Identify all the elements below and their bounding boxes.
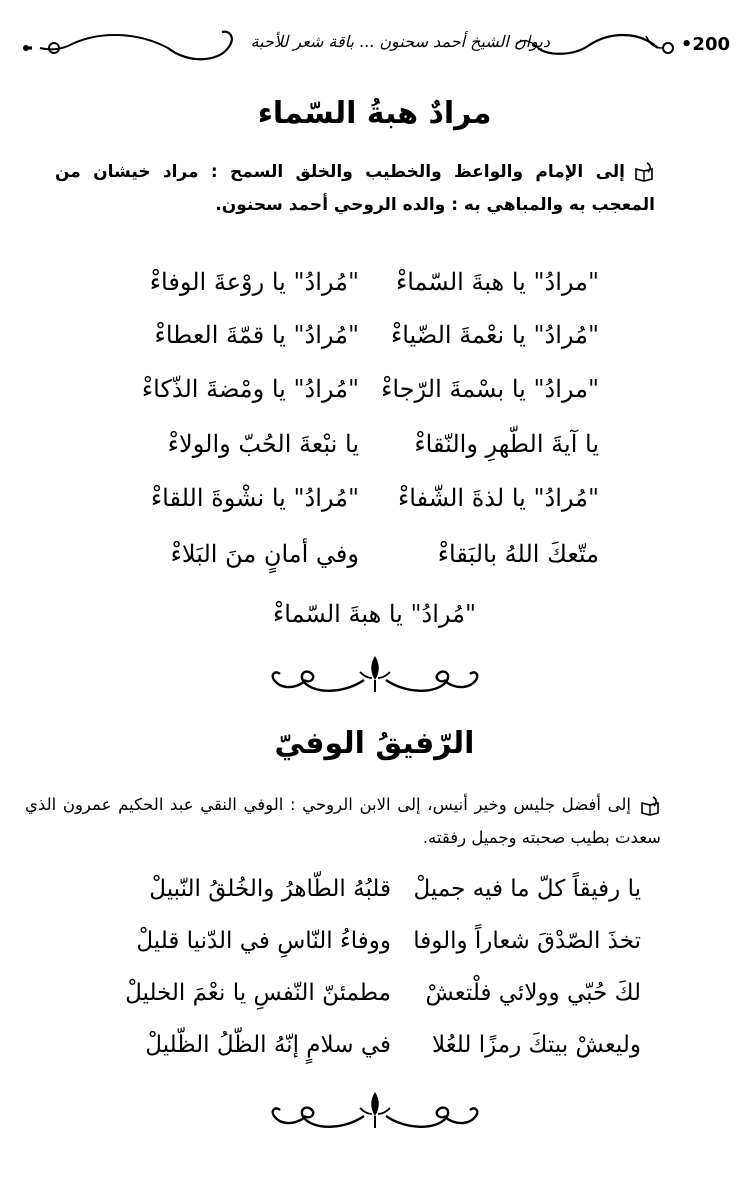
hemistich-second: مطمئنّ النّفسِ يا نعْمَ الخليلْ: [125, 980, 391, 1006]
verse: [0, 540, 749, 580]
verse: [0, 484, 749, 524]
page-header: [18, 20, 730, 72]
book-quill-icon: [633, 161, 655, 183]
book-quill-icon: [639, 795, 661, 817]
hemistich-second: يا نبْعةَ الحُبّ والولاءْ: [167, 430, 359, 458]
poem1-closing-verse: "مُرادُ" يا هبةَ السّماءْ: [272, 600, 477, 628]
verse: [0, 321, 749, 361]
verse: [0, 268, 749, 308]
hemistich-first: "مرادُ" يا بسْمةَ الرّجاءْ: [381, 375, 599, 403]
verse: [0, 430, 749, 470]
hemistich-first: تخذَ الصّدْقَ شعاراً والوفا: [413, 928, 641, 954]
poem1-dedication: [55, 156, 655, 222]
poem2-dedication-text: إلى أفضل جليس وخير أنيس، إلى الابن الروحي : الوفي النقي عبد الحكيم عمرون الذي سعدت بطيب صحبته وجميل رفقته.: [25, 795, 661, 847]
poem1-title: مرادٌ هبةُ السّماء: [257, 96, 492, 131]
hemistich-first: "مُرادُ" يا نعْمةَ الضّياءْ: [390, 321, 599, 349]
hemistich-first: "مرادُ" يا هبةَ السّماءْ: [395, 268, 599, 296]
hemistich-second: "مُرادُ" يا روْعةَ الوفاءْ: [149, 268, 359, 296]
hemistich-first: متّعكَ اللهُ بالبَقاءْ: [437, 540, 599, 568]
verse: [0, 1032, 749, 1072]
hemistich-second: قلبُهُ الطّاهرُ والخُلقُ النّبيلْ: [149, 876, 391, 902]
scroll-ornament-icon: [264, 650, 486, 698]
scroll-ornament-icon: [264, 1086, 486, 1134]
poem1-dedication-text: إلى الإمام والواعظ والخطيب والخلق السمح : مراد خيشان من المعجب به والمباهي به : والده الروحي أحمد سحنون.: [55, 162, 655, 215]
hemistich-second: ووفاءُ النّاسِ في الدّنيا قليلْ: [136, 928, 391, 954]
verse: [0, 928, 749, 968]
hemistich-first: وليعشْ بيتكَ رمزًا للعُلا: [431, 1032, 641, 1058]
page-number: •200: [680, 34, 730, 55]
verse: [0, 375, 749, 415]
hemistich-second: "مُرادُ" يا نشْوةَ اللقاءْ: [150, 484, 359, 512]
hemistich-first: يا رفيقاً كلّ ما فيه جميلْ: [413, 876, 641, 902]
running-header-title: ديوان الشيخ أحمد سحنون ... باقة شعر للأحبة: [250, 32, 550, 51]
poem2-title: الرّفيقُ الوفيّ: [274, 726, 475, 761]
hemistich-second: "مُرادُ" يا قمّةَ العطاءْ: [154, 321, 359, 349]
hemistich-second: في سلامٍ إنّهُ الظّلُ الظّليلْ: [145, 1032, 391, 1058]
hemistich-second: وفي أمانٍ منَ البَلاءْ: [170, 540, 359, 568]
verse: [0, 876, 749, 916]
hemistich-first: "مُرادُ" يا لذةَ الشّفاءْ: [397, 484, 599, 512]
hemistich-second: "مُرادُ" يا ومْضةَ الذّكاءْ: [141, 375, 359, 403]
hemistich-first: يا آيةَ الطّهرِ والنّقاءْ: [414, 430, 599, 458]
hemistich-first: لكَ حُبّي وولائي فلْتعشْ: [425, 980, 641, 1006]
verse: [0, 980, 749, 1020]
poem2-dedication: [25, 788, 661, 854]
